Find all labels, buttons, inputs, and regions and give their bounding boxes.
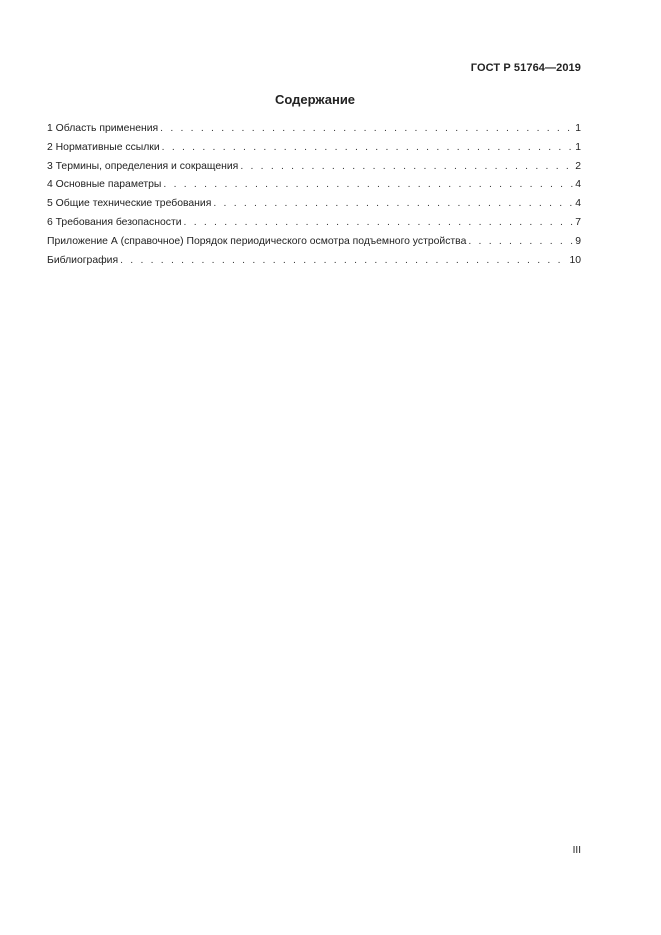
toc-entry-label: 6 Требования безопасности xyxy=(47,216,182,228)
toc-entry-label: 5 Общие технические требования xyxy=(47,198,212,210)
toc-entry-label: Приложение А (справочное) Порядок периодического осмотра подъемного устройства xyxy=(47,235,467,247)
toc-entry-page: 2 xyxy=(575,160,581,172)
toc-entry-page: 1 xyxy=(575,123,581,134)
dot-leader xyxy=(184,216,575,230)
toc-title: Содержание xyxy=(274,92,356,107)
dot-leader xyxy=(120,254,568,268)
toc-entry-page: 1 xyxy=(575,141,581,153)
dot-leader xyxy=(240,160,574,174)
toc-entry-label: 4 Основные параметры xyxy=(47,179,162,191)
toc-entry-safety-requirements[interactable] xyxy=(47,216,581,235)
document-id: ГОСТ Р 51764—2019 xyxy=(470,62,581,74)
toc-entry-label: 3 Термины, определения и сокращения xyxy=(47,160,239,172)
toc-entry-page: 9 xyxy=(575,235,581,247)
dot-leader xyxy=(468,235,574,249)
toc-entry-technical-requirements[interactable] xyxy=(47,197,581,216)
dot-leader xyxy=(162,141,575,155)
toc-entry-page: 10 xyxy=(569,254,581,266)
toc-entry-normative-references[interactable] xyxy=(47,141,581,160)
dot-leader xyxy=(160,122,574,136)
toc-entry-main-parameters[interactable] xyxy=(47,178,581,197)
toc-entry-scope[interactable] xyxy=(47,122,581,141)
toc-entry-terms-definitions[interactable] xyxy=(47,160,581,179)
table-of-contents xyxy=(47,122,581,272)
dot-leader xyxy=(213,197,574,211)
page-number: III xyxy=(572,845,581,856)
toc-entry-label: 2 Нормативные ссылки xyxy=(47,141,160,153)
toc-entry-page: 4 xyxy=(575,198,581,210)
toc-entry-bibliography[interactable] xyxy=(47,254,581,273)
toc-entry-page: 7 xyxy=(575,216,581,228)
toc-entry-page: 4 xyxy=(575,179,581,191)
dot-leader xyxy=(163,178,574,192)
toc-entry-appendix-a[interactable] xyxy=(47,235,581,254)
toc-entry-label: Библиография xyxy=(47,254,119,266)
toc-entry-label: 1 Область применения xyxy=(47,123,159,134)
